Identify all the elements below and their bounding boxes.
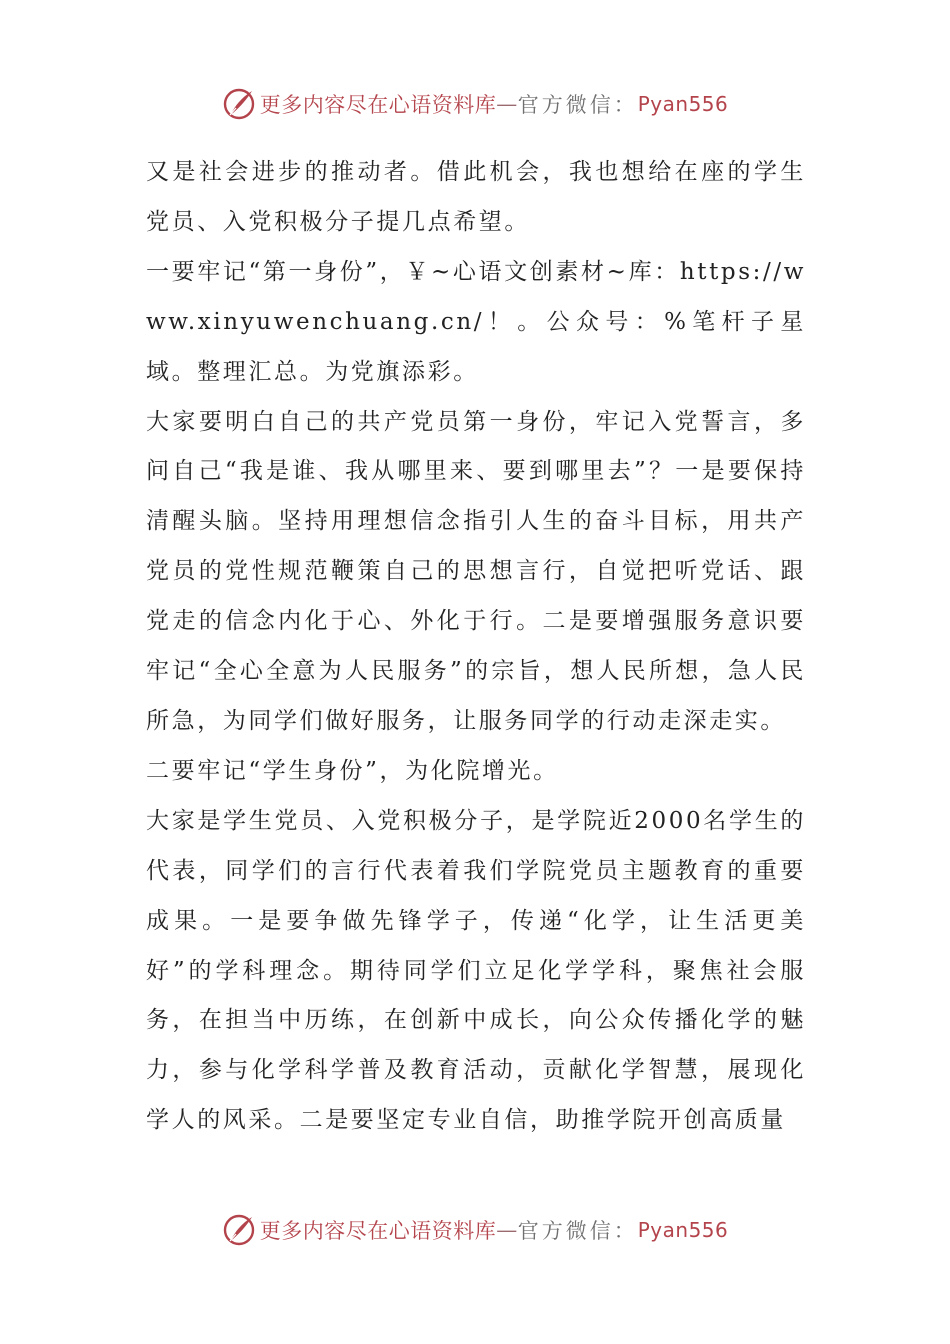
- banner-official-label: 官方微信：: [517, 93, 638, 117]
- banner-dash: —: [496, 92, 518, 116]
- footer-banner: [0, 1210, 950, 1250]
- document-body: [146, 148, 806, 1146]
- banner-official-label: 官方微信：: [517, 1219, 638, 1243]
- banner-wechat-id: Pyan556: [637, 92, 729, 116]
- paragraph-2: 一要牢记“第一身份”，￥~心语文创素材~库：https://www.xinyuwenchuang.cn/！。公众号：%笔杆子星域。整理汇总。为党旗添彩。: [146, 258, 806, 385]
- quill-logo-icon: [222, 1213, 256, 1247]
- quill-logo-icon: [222, 87, 256, 121]
- banner-dash: —: [496, 1218, 518, 1242]
- paragraph-1: 又是社会进步的推动者。借此机会，我也想给在座的学生党员、入党积极分子提几点希望。: [146, 159, 806, 235]
- paragraph-4: 二要牢记“学生身份”，为化院增光。: [146, 757, 559, 784]
- paragraph-3: 大家要明白自己的共产党员第一身份，牢记入党誓言，多问自己“我是谁、我从哪里来、要到哪里去”？一是要保持清醒头脑。坚持用理想信念指引人生的奋斗目标，用共产党员的党性规范鞭策自己的思想言行，自觉把听党话、跟党走的信念内化于心、外化于行。二是要增强服务意识要牢记“全心全意为人民服务”的宗旨，想人民所想，急人民所急，为同学们做好服务，让服务同学的行动走深走实。: [146, 408, 806, 734]
- banner-title: 更多内容尽在心语资料库: [259, 93, 497, 117]
- header-banner: [0, 84, 950, 124]
- banner-title: 更多内容尽在心语资料库: [259, 1219, 497, 1243]
- banner-wechat-id: Pyan556: [637, 1218, 729, 1242]
- paragraph-5: 大家是学生党员、入党积极分子，是学院近2000名学生的代表，同学们的言行代表着我们学院党员主题教育的重要成果。一是要争做先锋学子，传递“化学，让生活更美好”的学科理念。期待同学们立足化学学科，聚焦社会服务，在担当中历练，在创新中成长，向公众传播化学的魅力，参与化学科学普及教育活动，贡献化学智慧，展现化学人的风采。二是要坚定专业自信，助推学院开创高质量: [146, 807, 806, 1134]
